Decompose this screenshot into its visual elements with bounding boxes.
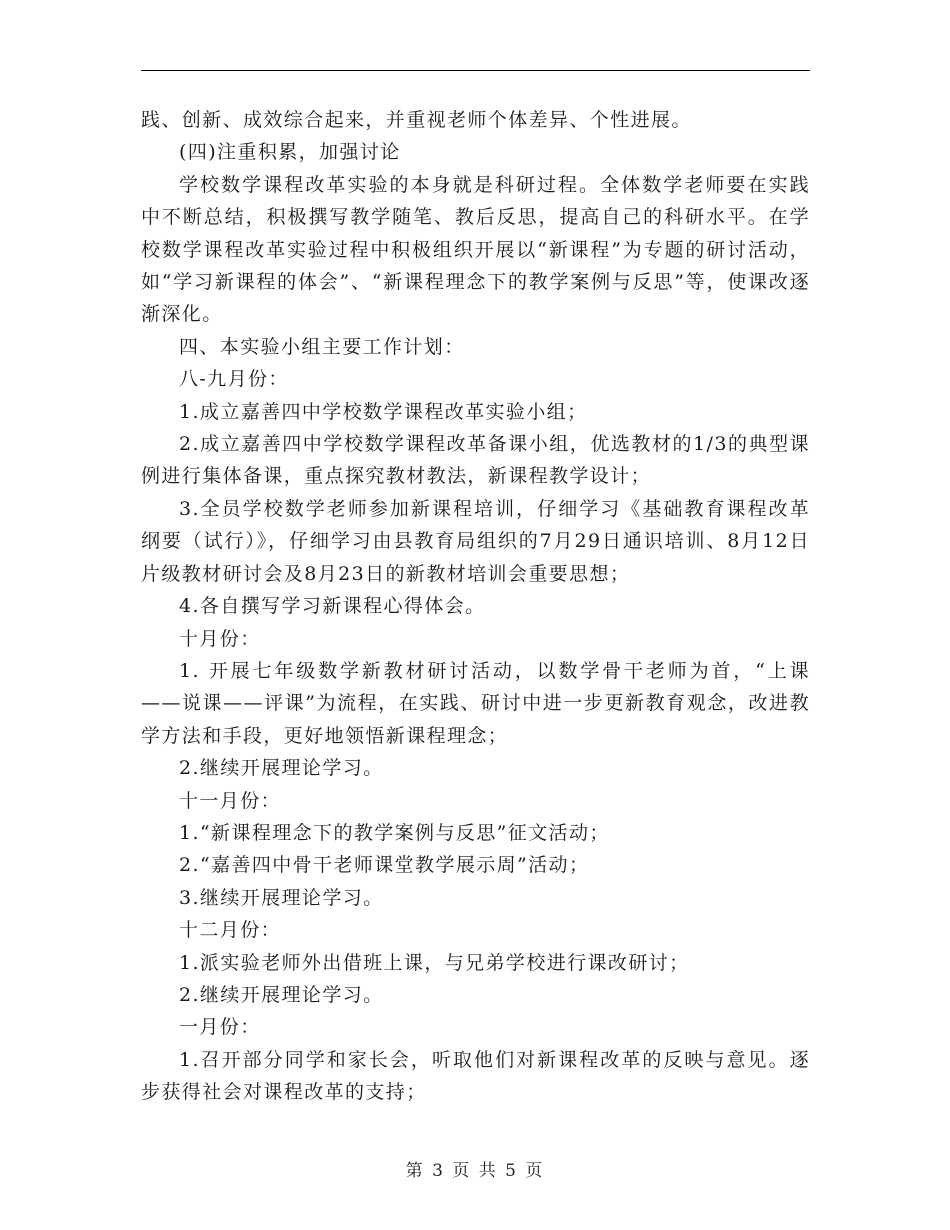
list-item: 2.“嘉善四中骨干老师课堂教学展示周”活动； (179, 854, 590, 877)
page-footer: 第 3 页 共 5 页 (405, 1161, 545, 1181)
list-item: 1.成立嘉善四中学校数学课程改革实验小组； (179, 400, 588, 423)
month-heading: 十月份： (179, 627, 261, 650)
month-heading: 十二月份： (179, 919, 282, 942)
paragraph: 践、创新、成效综合起来，并重视老师个体差异、个性进展。 (141, 109, 692, 131)
section-heading: 四、本实验小组主要工作计划： (179, 335, 465, 358)
list-item: 2.成立嘉善四中学校数学课程改革备课小组，优选教材的1/3的典型课例进行集体备课，重点探究教材教法，新课程教学设计； (141, 433, 810, 488)
list-item: 1.召开部分同学和家长会，听取他们对新课程改革的反映与意见。逐步获得社会对课程改革的支持； (141, 1048, 810, 1104)
list-item: 1. 开展七年级数学新教材研讨活动，以数学骨干老师为首，“上课——说课——评课”为流程，在实践、研讨中进一步更新教育观念，改进教学方法和手段，更好地领悟新课程理念； (141, 659, 810, 747)
month-heading: 一月份： (179, 1016, 261, 1039)
month-heading: 八-九月份： (179, 368, 289, 391)
document-body (141, 104, 810, 1109)
list-item: 2.继续开展理论学习。 (179, 757, 384, 780)
list-item: 1.派实验老师外出借班上课，与兄弟学校进行课改研讨； (179, 951, 690, 974)
month-heading: 十一月份： (179, 789, 282, 812)
section-heading: (四)注重积累，加强讨论 (179, 141, 401, 164)
list-item: 3.全员学校数学老师参加新课程培训，仔细学习《基础教育课程改革纲要（试行）》，仔细学习由县教育局组织的7月29日通识培训、8月12日片级教材研讨会及8月23日的新教材培训会重要思想； (141, 497, 810, 585)
list-item: 1.“新课程理念下的教学案例与反思”征文活动； (179, 821, 610, 844)
list-item: 4.各自撰写学习新课程心得体会。 (179, 595, 486, 618)
header-rule (141, 70, 810, 71)
list-item: 3.继续开展理论学习。 (179, 886, 384, 909)
list-item: 2.继续开展理论学习。 (179, 983, 384, 1006)
paragraph: 学校数学课程改革实验的本身就是科研过程。全体数学老师要在实践中不断总结，积极撰写教学随笔、教后反思，提高自己的科研水平。在学校数学课程改革实验过程中积极组织开展以“新课程”为专题的研讨活动，如“学习新课程的体会”、“新课程理念下的教学案例与反思”等，使课改逐渐深化。 (141, 173, 810, 326)
